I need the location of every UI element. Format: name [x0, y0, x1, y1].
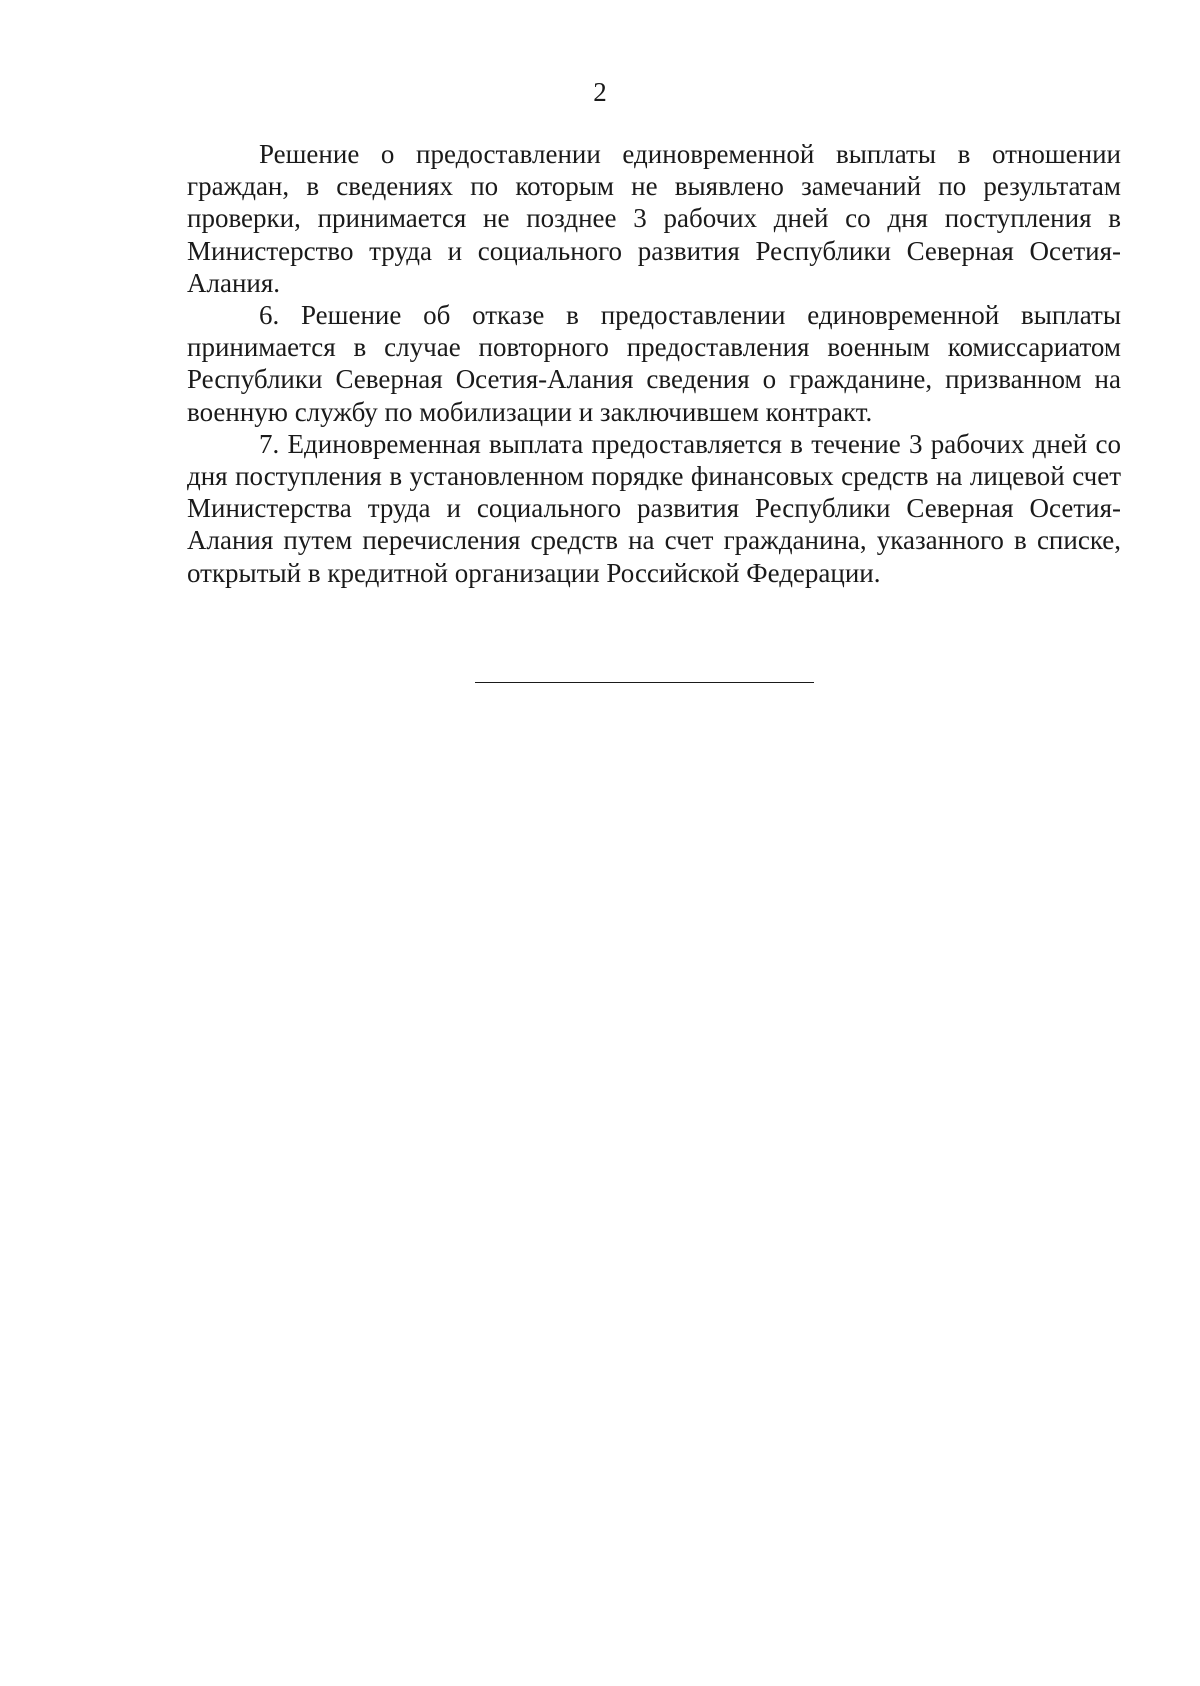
paragraph-decision-timing: Решение о предоставлении единовременной выплаты в отношении граждан, в сведениях по которым не выявлено замечаний по результатам проверки, принимается не позднее 3 рабочих дней со дня поступления в Министерство труда и социального развития Республики Северная Осетия-Алания. — [187, 139, 1121, 298]
document-body — [187, 138, 1121, 589]
end-separator-line — [475, 682, 814, 683]
paragraph-6-refusal: 6. Решение об отказе в предоставлении единовременной выплаты принимается в случае повторного предоставления военным комиссариатом Республики Северная Осетия-Алания сведения о гражданине, призванном на военную службу по мобилизации и заключившем контракт. — [187, 300, 1121, 427]
page-number: 2 — [593, 77, 607, 107]
paragraph-7-payment: 7. Единовременная выплата предоставляется в течение 3 рабочих дней со дня поступления в установленном порядке финансовых средств на лицевой счет Министерства труда и социального развития Республики Северная Осетия-Алания путем перечисления средств на счет гражданина, указанного в списке, открытый в кредитной организации Российской Федерации. — [187, 428, 1121, 588]
